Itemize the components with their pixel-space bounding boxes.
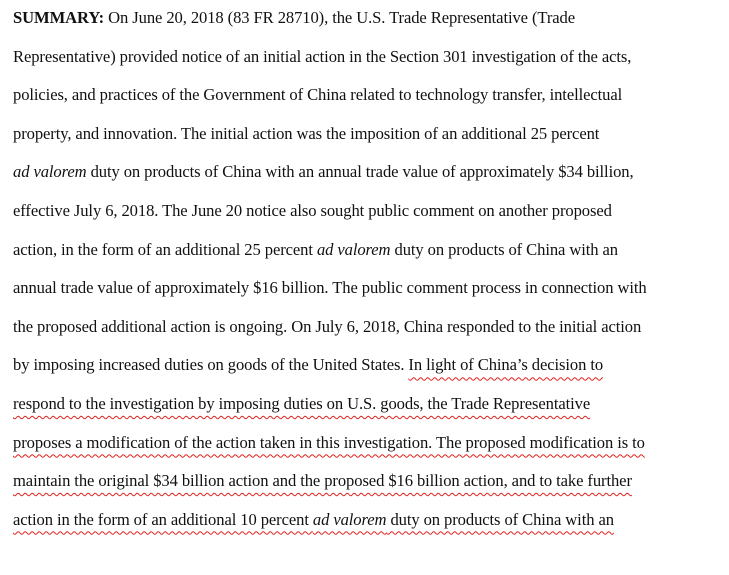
line-text: the proposed additional action is ongoing. On July 6, 2018, China responded to the initial action bbox=[13, 316, 642, 336]
text-line-5 bbox=[13, 160, 729, 199]
italic-term: ad valorem bbox=[316, 239, 391, 259]
text-line-13 bbox=[13, 469, 729, 508]
text-line-6 bbox=[13, 199, 729, 238]
underlined-text: proposes a modification of the action taken in this investigation. The proposed modification is to bbox=[13, 432, 645, 452]
line-text: property, and innovation. The initial action was the imposition of an additional 25 percent bbox=[13, 123, 600, 143]
underlined-text: duty on products of China with an bbox=[386, 509, 614, 529]
underlined-text: In light of China’s decision to bbox=[408, 355, 604, 375]
text-line-1 bbox=[13, 6, 729, 45]
text-line-2 bbox=[13, 45, 729, 84]
underlined-text: respond to the investigation by imposing duties on U.S. goods, the Trade Representative bbox=[13, 393, 591, 413]
text-line-14 bbox=[13, 508, 729, 547]
line-text: action, in the form of an additional 25 percent bbox=[13, 239, 317, 259]
text-line-7 bbox=[13, 238, 729, 277]
underlined-text: action in the form of an additional 10 percent bbox=[13, 509, 313, 529]
summary-label: SUMMARY: bbox=[13, 8, 105, 27]
text-line-3 bbox=[13, 83, 729, 122]
text-line-4 bbox=[13, 122, 729, 161]
line-text: duty on products of China with an bbox=[390, 239, 618, 259]
underlined-italic-term: ad valorem bbox=[312, 509, 387, 529]
line-text: by imposing increased duties on goods of the United States. bbox=[13, 355, 409, 375]
line-text: Representative) provided notice of an initial action in the Section 301 investigation of the acts, bbox=[13, 46, 632, 66]
line-text: On June 20, 2018 (83 FR 28710), the U.S. Trade Representative (Trade bbox=[104, 8, 576, 27]
text-line-9 bbox=[13, 315, 729, 354]
line-text: effective July 6, 2018. The June 20 notice also sought public comment on another proposed bbox=[13, 200, 612, 220]
line-text: annual trade value of approximately $16 billion. The public comment process in connection with bbox=[13, 278, 647, 298]
italic-term: ad valorem bbox=[13, 162, 87, 182]
line-text: duty on products of China with an annual trade value of approximately $34 billion, bbox=[86, 162, 634, 182]
text-line-12 bbox=[13, 431, 729, 470]
text-line-10 bbox=[13, 353, 729, 392]
underlined-text: maintain the original $34 billion action and the proposed $16 billion action, and to take further bbox=[13, 471, 632, 491]
text-line-8 bbox=[13, 276, 729, 315]
line-text: policies, and practices of the Government of China related to technology transfer, intellectual bbox=[13, 85, 623, 105]
text-line-11 bbox=[13, 392, 729, 431]
